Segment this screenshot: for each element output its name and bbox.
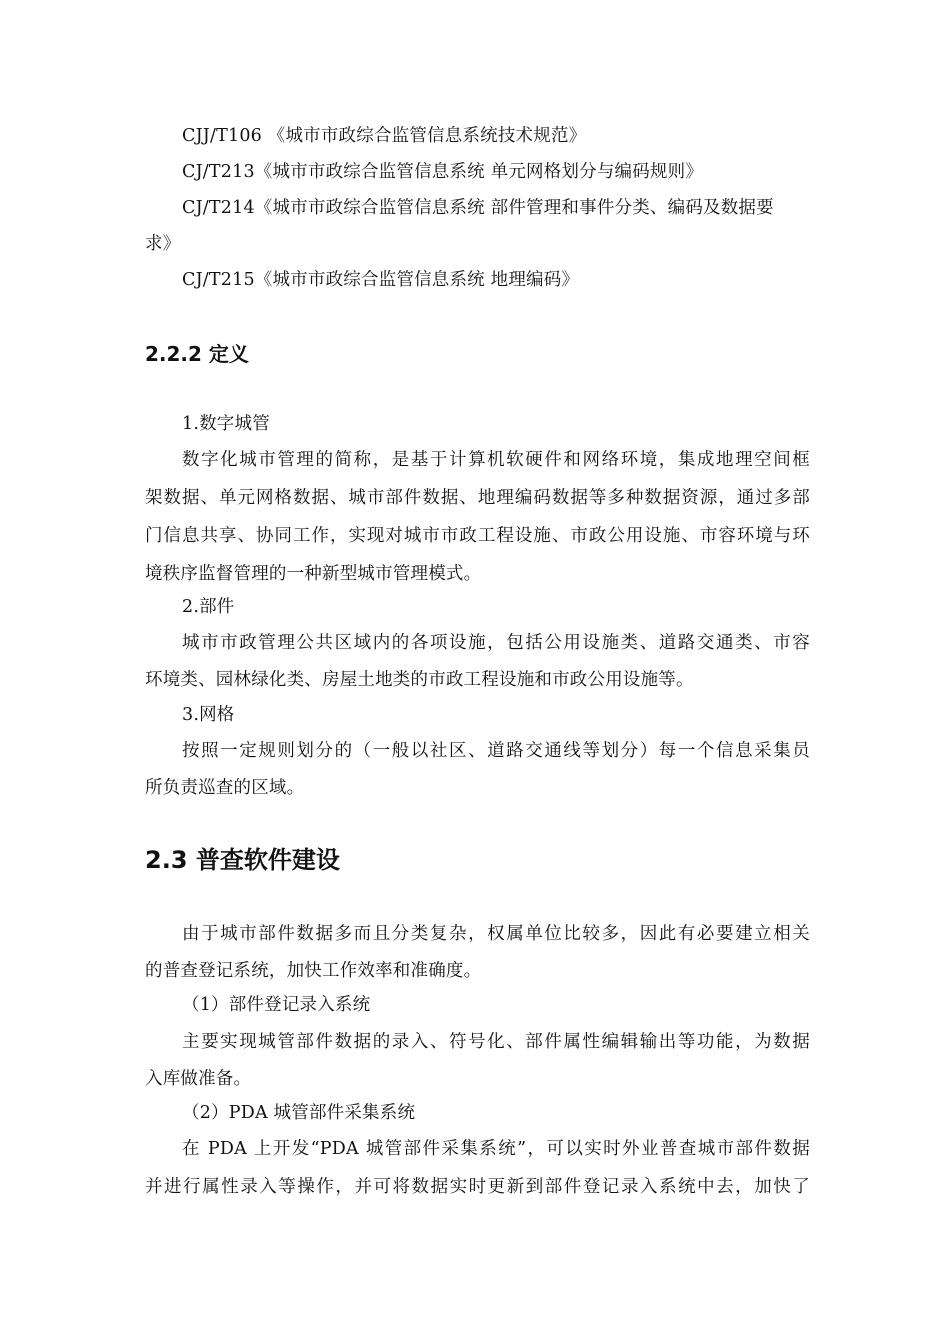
reference-cj-t213: CJ/T213《城市市政综合监管信息系统 单元网格划分与编码规则》 (182, 162, 704, 182)
reference-cj-t215: CJ/T215《城市市政综合监管信息系统 地理编码》 (182, 270, 580, 290)
definition-1-title: 1.数字城管 (182, 414, 270, 434)
subsection-2-title: （2）PDA 城管部件采集系统 (182, 1103, 416, 1123)
definition-2-title: 2.部件 (182, 597, 235, 617)
section-2-3-intro: 由于城市部件数据多而且分类复杂，权属单位比较多，因此有必要建立相关 (182, 924, 810, 944)
definition-1-text: 门信息共享、协同工作，实现对城市市政工程设施、市政公用设施、市容环境与环 (145, 526, 810, 546)
definition-3-text: 所负责巡查的区域。 (145, 778, 305, 798)
section-2-3-intro: 的普查登记系统，加快工作效率和准确度。 (145, 961, 482, 981)
subsection-1-text: 主要实现城管部件数据的录入、符号化、部件属性编辑输出等功能，为数据 (182, 1032, 810, 1052)
section-heading-2-3: 2.3 普查软件建设 (145, 846, 340, 874)
definition-1-text: 境秩序监督管理的一种新型城市管理模式。 (145, 564, 482, 584)
definition-1-text: 架数据、单元网格数据、城市部件数据、地理编码数据等多种数据资源，通过多部 (145, 488, 810, 508)
subsection-2-text: 并进行属性录入等操作，并可将数据实时更新到部件登记录入系统中去，加快了 (145, 1177, 810, 1197)
definition-2-text: 城市市政管理公共区域内的各项设施，包括公用设施类、道路交通类、市容 (182, 633, 810, 653)
definition-2-text: 环境类、园林绿化类、房屋土地类的市政工程设施和市政公用设施等。 (145, 670, 694, 690)
reference-cjj-t106: CJJ/T106 《城市市政综合监管信息系统技术规范》 (182, 126, 587, 146)
reference-cj-t214-line1: CJ/T214《城市市政综合监管信息系统 部件管理和事件分类、编码及数据要 (182, 198, 774, 218)
definition-3-title: 3.网格 (182, 705, 235, 725)
subsection-1-text: 入库做准备。 (145, 1069, 252, 1089)
definition-1-text: 数字化城市管理的简称，是基于计算机软硬件和网络环境，集成地理空间框 (182, 450, 810, 470)
subsection-1-title: （1）部件登记录入系统 (182, 995, 371, 1015)
section-heading-2-2-2: 2.2.2 定义 (145, 342, 249, 366)
reference-cj-t214-line2: 求》 (145, 234, 181, 254)
definition-3-text: 按照一定规则划分的（一般以社区、道路交通线等划分）每一个信息采集员 (182, 741, 810, 761)
subsection-2-text: 在 PDA 上开发“PDA 城管部件采集系统”，可以实时外业普查城市部件数据 (182, 1139, 810, 1159)
